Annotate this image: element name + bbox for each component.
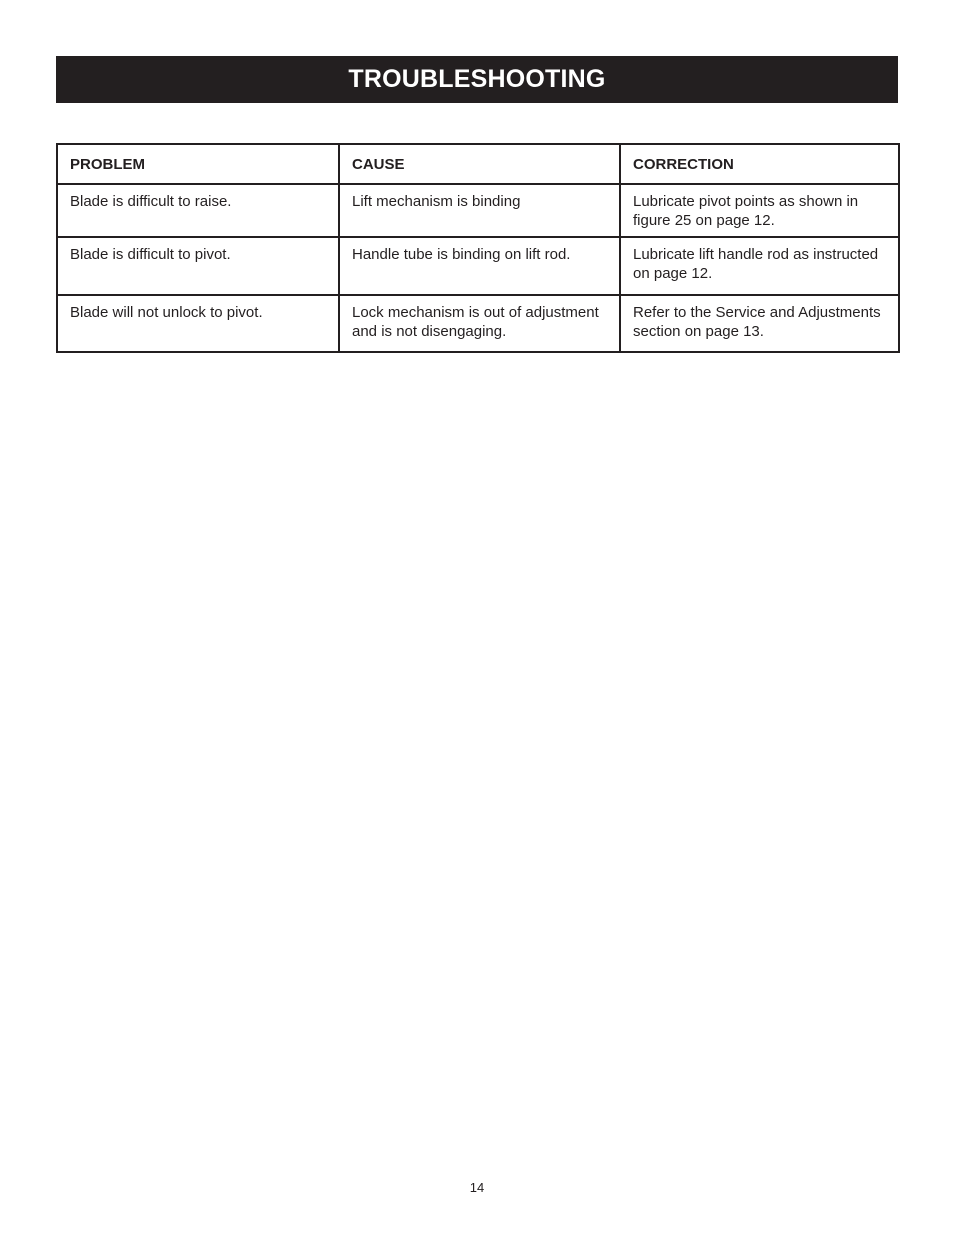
column-header-correction: CORRECTION: [620, 144, 899, 184]
correction-cell: Lubricate pivot points as shown in figure 25 on page 12.: [620, 184, 899, 237]
column-header-problem: PROBLEM: [57, 144, 339, 184]
column-header-cause: CAUSE: [339, 144, 620, 184]
problem-cell: Blade is difficult to raise.: [57, 184, 339, 237]
section-title-bar: [56, 56, 898, 103]
cause-cell: Handle tube is binding on lift rod.: [339, 237, 620, 295]
problem-cell: Blade is difficult to pivot.: [57, 237, 339, 295]
table-row: [57, 237, 899, 295]
page-number: 14: [469, 1180, 485, 1195]
page-title: TROUBLESHOOTING: [348, 64, 606, 93]
correction-cell: Lubricate lift handle rod as instructed on page 12.: [620, 237, 899, 295]
problem-cell: Blade will not unlock to pivot.: [57, 295, 339, 352]
cause-cell: Lift mechanism is binding: [339, 184, 620, 237]
troubleshooting-table: [56, 143, 900, 353]
cause-cell: Lock mechanism is out of adjustment and is not disengaging.: [339, 295, 620, 352]
table-row: [57, 295, 899, 352]
correction-cell: Refer to the Service and Adjustments section on page 13.: [620, 295, 899, 352]
table-header-row: [57, 144, 899, 184]
table-row: [57, 184, 899, 237]
